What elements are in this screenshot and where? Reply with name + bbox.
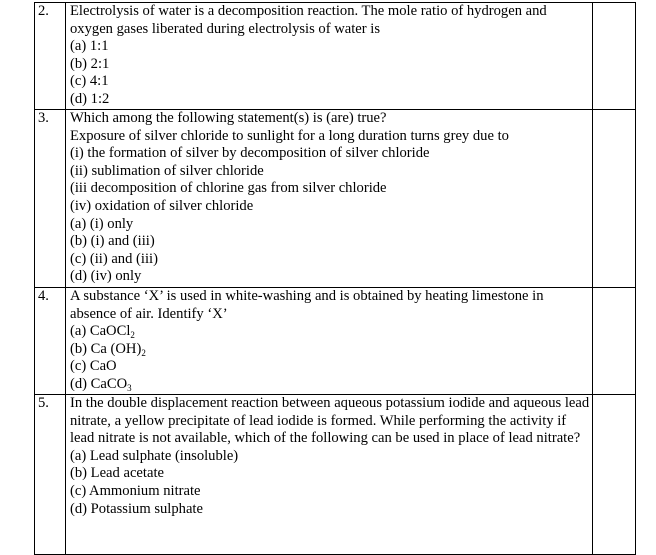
question-stem: Electrolysis of water is a decomposition reaction. The mole ratio of hydrogen and oxygen gases liberated during electrolysis of water is — [70, 3, 547, 37]
statement-iv: (iv) oxidation of silver chloride — [70, 197, 254, 214]
statement-ii: (ii) sublimation of silver chloride — [70, 162, 264, 179]
questions-table — [34, 2, 636, 555]
option-label: (d) CaCO — [70, 375, 128, 392]
subscript: 2 — [130, 330, 135, 341]
answer-cell — [593, 3, 636, 110]
question-stem: Which among the following statement(s) is (are) true? — [70, 110, 387, 126]
subscript: 3 — [127, 382, 132, 393]
answer-cell — [593, 395, 636, 555]
question-stem: A substance ‘X’ is used in white-washing and is obtained by heating limestone in absence of air. Identify ‘X’ — [70, 288, 544, 322]
question-body — [66, 3, 593, 110]
option-a: (a) 1:1 — [70, 38, 109, 55]
question-number: 3. — [35, 110, 66, 288]
question-body — [66, 395, 593, 555]
option-b: (b) (i) and (iii) — [70, 233, 155, 250]
option-c: (c) Ammonium nitrate — [70, 482, 201, 499]
question-row-4 — [35, 288, 636, 395]
option-d — [70, 376, 590, 394]
question-row-5 — [35, 395, 636, 555]
question-number: 2. — [35, 3, 66, 110]
answer-cell — [593, 110, 636, 288]
option-d: (d) Potassium sulphate — [70, 500, 203, 517]
question-row-3 — [35, 110, 636, 288]
option-a: (a) Lead sulphate (insoluble) — [70, 447, 239, 464]
option-c — [70, 358, 590, 376]
option-a: (a) (i) only — [70, 215, 134, 232]
question-stem: In the double displacement reaction between aqueous potassium iodide and aqueous lead nitrate, a yellow precipitate of lead iodide is formed. While performing the activity if lead nitrate is not available, which of the following can be used in place of lead nitrate? — [70, 395, 590, 447]
option-b — [70, 341, 590, 359]
subscript: 2 — [141, 347, 146, 358]
option-label: (b) Ca (OH) — [70, 340, 142, 357]
option-label: (a) CaOCl — [70, 323, 131, 340]
question-number: 4. — [35, 288, 66, 395]
option-b: (b) 2:1 — [70, 55, 110, 72]
option-d: (d) 1:2 — [70, 90, 110, 107]
option-b: (b) Lead acetate — [70, 465, 164, 482]
question-body — [66, 110, 593, 288]
statement-i: (i) the formation of silver by decomposition of silver chloride — [70, 145, 430, 162]
option-label: (c) CaO — [70, 358, 117, 375]
question-stem-2: Exposure of silver chloride to sunlight for a long duration turns grey due to — [70, 127, 509, 144]
answer-cell — [593, 288, 636, 395]
question-row-2 — [35, 3, 636, 110]
question-body — [66, 288, 593, 395]
statement-iii: (iii decomposition of chlorine gas from silver chloride — [70, 180, 387, 197]
option-d: (d) (iv) only — [70, 268, 142, 285]
question-number: 5. — [35, 395, 66, 555]
option-c: (c) (ii) and (iii) — [70, 250, 158, 267]
option-c: (c) 4:1 — [70, 73, 109, 90]
option-a — [70, 323, 590, 341]
